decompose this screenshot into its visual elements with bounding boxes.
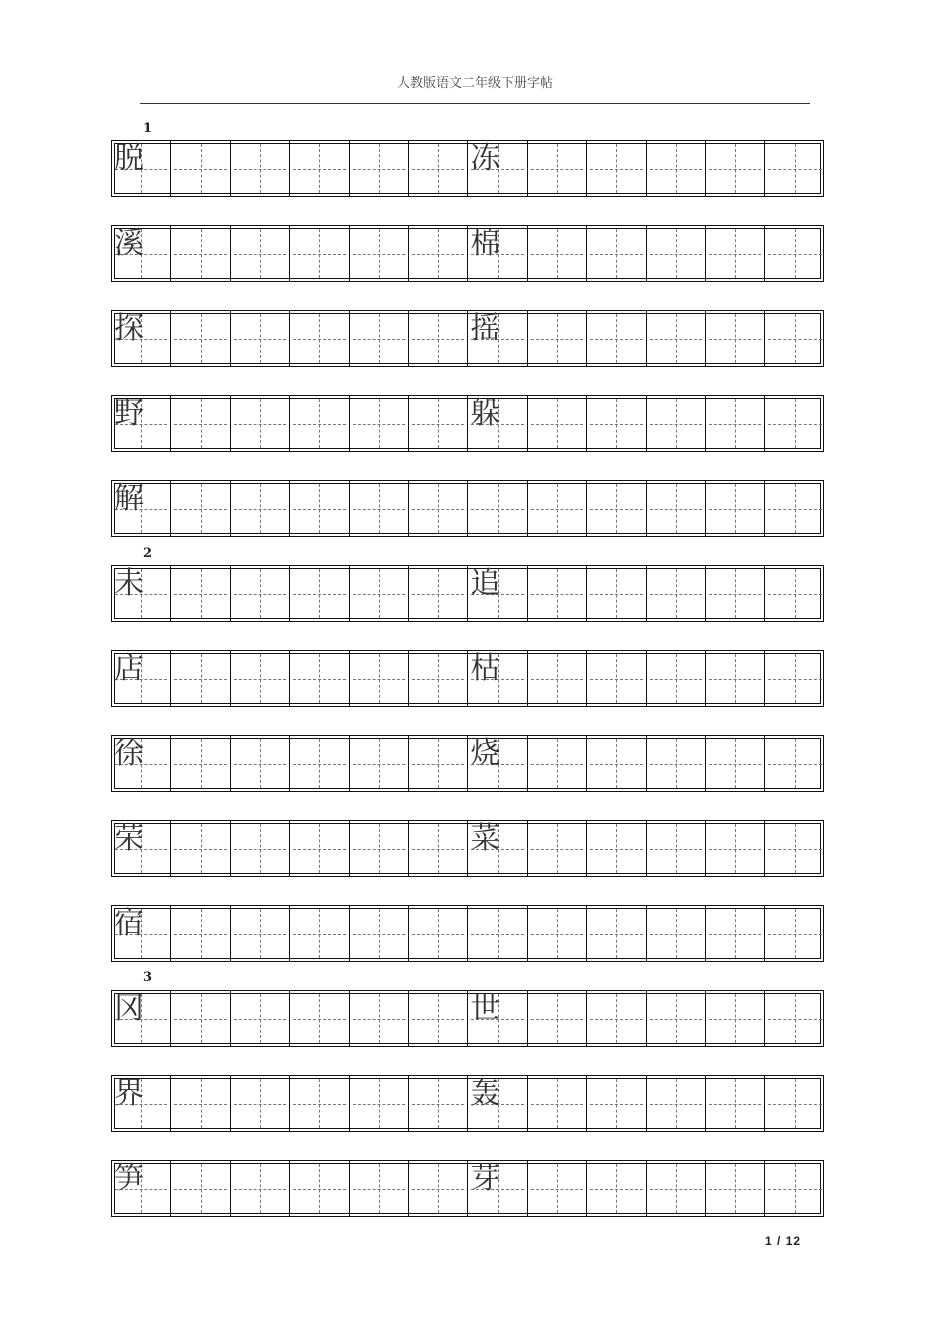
grid-cell xyxy=(350,821,409,876)
grid-cell xyxy=(528,566,587,621)
lesson-number: 3 xyxy=(143,970,153,985)
grid-cell xyxy=(765,311,824,366)
model-character-left: 脱 xyxy=(114,141,144,176)
grid-cell xyxy=(468,481,527,536)
grid-cell xyxy=(587,481,646,536)
grid-cell xyxy=(587,311,646,366)
grid-cell xyxy=(290,1161,349,1216)
grid-cell xyxy=(112,1076,171,1131)
grid-cell xyxy=(290,651,349,706)
grid-cell xyxy=(290,566,349,621)
page-total: 12 xyxy=(785,1234,802,1248)
page-number xyxy=(765,1234,801,1248)
grid-cell xyxy=(587,1076,646,1131)
grid-cell xyxy=(468,991,527,1046)
grid-cell xyxy=(468,141,527,196)
grid-cell xyxy=(528,651,587,706)
model-character-right: 冻 xyxy=(470,141,501,176)
practice-row xyxy=(111,140,824,197)
grid-cell xyxy=(587,991,646,1046)
grid-cell xyxy=(290,481,349,536)
grid-cell xyxy=(765,396,824,451)
grid-cell xyxy=(409,821,468,876)
model-character-right: 世 xyxy=(470,991,501,1026)
grid-cell xyxy=(409,481,468,536)
grid-cell xyxy=(231,1076,290,1131)
grid-cell xyxy=(528,1076,587,1131)
grid-cell xyxy=(647,226,706,281)
grid-cell xyxy=(409,736,468,791)
grid-cell xyxy=(290,736,349,791)
model-character-right: 芽 xyxy=(470,1161,501,1196)
model-character-left: 溪 xyxy=(114,226,144,261)
model-character-left: 荣 xyxy=(114,821,144,856)
grid-cell xyxy=(290,991,349,1046)
grid-cell xyxy=(231,651,290,706)
grid-cell xyxy=(468,1161,527,1216)
model-character-left: 界 xyxy=(114,1076,144,1111)
grid-cell xyxy=(587,736,646,791)
grid-cell xyxy=(350,991,409,1046)
grid-cell xyxy=(290,311,349,366)
lesson-number: 2 xyxy=(143,546,153,561)
grid-cell xyxy=(587,1161,646,1216)
model-character-right: 轰 xyxy=(470,1076,501,1111)
model-character-right: 棉 xyxy=(470,226,501,261)
header-divider xyxy=(140,103,810,104)
grid-cell xyxy=(171,226,230,281)
grid-cell xyxy=(231,991,290,1046)
grid-cell xyxy=(587,821,646,876)
grid-cell xyxy=(587,566,646,621)
grid-cell xyxy=(587,141,646,196)
grid-cell xyxy=(231,821,290,876)
grid-cell xyxy=(171,651,230,706)
grid-cell xyxy=(647,1161,706,1216)
grid-cell xyxy=(468,226,527,281)
grid-cell xyxy=(409,566,468,621)
grid-cell xyxy=(171,396,230,451)
grid-cell xyxy=(706,736,765,791)
practice-row xyxy=(111,1075,824,1132)
grid-cell xyxy=(765,821,824,876)
practice-row xyxy=(111,1160,824,1217)
grid-cell xyxy=(528,821,587,876)
grid-cell xyxy=(468,566,527,621)
grid-cell xyxy=(706,396,765,451)
grid-cell xyxy=(468,651,527,706)
grid-cell xyxy=(231,481,290,536)
grid-cell xyxy=(765,566,824,621)
grid-cell xyxy=(468,396,527,451)
model-character-right: 枯 xyxy=(470,651,501,686)
page-separator: / xyxy=(777,1234,782,1248)
grid-cell xyxy=(468,311,527,366)
grid-cell xyxy=(528,906,587,961)
grid-cell xyxy=(409,906,468,961)
grid-cell xyxy=(647,821,706,876)
grid-cell xyxy=(528,396,587,451)
grid-cell xyxy=(112,141,171,196)
grid-cell xyxy=(528,991,587,1046)
grid-cell xyxy=(409,1076,468,1131)
grid-cell xyxy=(350,651,409,706)
grid-cell xyxy=(706,311,765,366)
grid-cell xyxy=(171,1076,230,1131)
grid-cell xyxy=(171,566,230,621)
grid-cell xyxy=(468,1076,527,1131)
model-character-right: 追 xyxy=(470,566,501,601)
grid-cell xyxy=(409,396,468,451)
grid-cell xyxy=(350,566,409,621)
grid-cell xyxy=(350,906,409,961)
grid-cell xyxy=(409,226,468,281)
grid-cell xyxy=(171,906,230,961)
grid-cell xyxy=(647,991,706,1046)
grid-cell xyxy=(290,396,349,451)
grid-cell xyxy=(528,481,587,536)
grid-cell xyxy=(231,906,290,961)
model-character-right: 摇 xyxy=(470,311,501,346)
grid-cell xyxy=(587,651,646,706)
grid-cell xyxy=(112,566,171,621)
grid-cell xyxy=(290,141,349,196)
grid-cell xyxy=(290,1076,349,1131)
grid-cell xyxy=(706,566,765,621)
grid-cell xyxy=(350,311,409,366)
model-character-left: 徐 xyxy=(114,736,144,771)
grid-cell xyxy=(765,1076,824,1131)
grid-cell xyxy=(528,226,587,281)
grid-cell xyxy=(231,566,290,621)
grid-cell xyxy=(350,141,409,196)
grid-cell xyxy=(587,396,646,451)
grid-cell xyxy=(706,906,765,961)
grid-cell xyxy=(350,1161,409,1216)
grid-cell xyxy=(528,141,587,196)
grid-cell xyxy=(171,481,230,536)
grid-cell xyxy=(647,141,706,196)
practice-row xyxy=(111,480,824,537)
grid-cell xyxy=(350,736,409,791)
page-current: 1 xyxy=(765,1234,773,1248)
practice-row xyxy=(111,225,824,282)
grid-cell xyxy=(706,1076,765,1131)
grid-cell xyxy=(112,906,171,961)
model-character-right: 菜 xyxy=(470,821,501,856)
grid-cell xyxy=(350,481,409,536)
model-character-left: 探 xyxy=(114,311,144,346)
grid-cell xyxy=(231,1161,290,1216)
model-character-right: 烧 xyxy=(470,736,501,771)
grid-cell xyxy=(231,396,290,451)
lesson-number: 1 xyxy=(143,121,153,136)
grid-cell xyxy=(528,311,587,366)
grid-cell xyxy=(528,1161,587,1216)
grid-cell xyxy=(290,226,349,281)
grid-cell xyxy=(112,311,171,366)
practice-row xyxy=(111,395,824,452)
grid-cell xyxy=(765,1161,824,1216)
model-character-left: 解 xyxy=(114,481,144,516)
grid-cell xyxy=(706,481,765,536)
grid-cell xyxy=(409,991,468,1046)
practice-row xyxy=(111,905,824,962)
grid-cell xyxy=(587,226,646,281)
grid-cell xyxy=(647,566,706,621)
grid-cell xyxy=(231,226,290,281)
practice-row xyxy=(111,565,824,622)
grid-cell xyxy=(409,651,468,706)
practice-row xyxy=(111,820,824,877)
grid-cell xyxy=(112,226,171,281)
grid-cell xyxy=(171,141,230,196)
grid-cell xyxy=(468,736,527,791)
grid-cell xyxy=(765,141,824,196)
model-character-left: 宿 xyxy=(114,906,144,941)
grid-cell xyxy=(112,1161,171,1216)
model-character-right: 躲 xyxy=(470,396,501,431)
grid-cell xyxy=(647,651,706,706)
grid-cell xyxy=(765,481,824,536)
practice-row xyxy=(111,735,824,792)
grid-cell xyxy=(112,991,171,1046)
grid-cell xyxy=(647,736,706,791)
practice-row xyxy=(111,650,824,707)
grid-cell xyxy=(171,821,230,876)
grid-cell xyxy=(290,906,349,961)
model-character-left: 冈 xyxy=(114,991,144,1026)
grid-cell xyxy=(647,906,706,961)
grid-cell xyxy=(706,226,765,281)
page-header-title: 人教版语文二年级下册字帖 xyxy=(396,76,553,91)
grid-cell xyxy=(647,1076,706,1131)
grid-cell xyxy=(350,226,409,281)
grid-cell xyxy=(171,1161,230,1216)
model-character-left: 笋 xyxy=(114,1161,144,1196)
grid-cell xyxy=(350,1076,409,1131)
grid-cell xyxy=(112,651,171,706)
practice-row xyxy=(111,310,824,367)
grid-cell xyxy=(765,906,824,961)
model-character-left: 店 xyxy=(114,651,144,686)
model-character-left: 野 xyxy=(114,396,144,431)
grid-cell xyxy=(409,311,468,366)
grid-cell xyxy=(765,736,824,791)
grid-cell xyxy=(706,141,765,196)
grid-cell xyxy=(647,311,706,366)
grid-cell xyxy=(765,226,824,281)
grid-cell xyxy=(468,906,527,961)
grid-cell xyxy=(112,396,171,451)
grid-cell xyxy=(706,651,765,706)
grid-cell xyxy=(231,736,290,791)
grid-cell xyxy=(350,396,409,451)
grid-cell xyxy=(112,736,171,791)
grid-cell xyxy=(765,651,824,706)
grid-cell xyxy=(231,141,290,196)
grid-cell xyxy=(171,311,230,366)
grid-cell xyxy=(409,141,468,196)
grid-cell xyxy=(765,991,824,1046)
grid-cell xyxy=(231,311,290,366)
model-character-left: 未 xyxy=(114,566,144,601)
grid-cell xyxy=(290,821,349,876)
grid-cell xyxy=(587,906,646,961)
grid-cell xyxy=(171,736,230,791)
grid-cell xyxy=(706,991,765,1046)
grid-cell xyxy=(468,821,527,876)
practice-row xyxy=(111,990,824,1047)
grid-cell xyxy=(409,1161,468,1216)
grid-cell xyxy=(647,396,706,451)
grid-cell xyxy=(528,736,587,791)
grid-cell xyxy=(706,1161,765,1216)
grid-cell xyxy=(112,821,171,876)
grid-cell xyxy=(647,481,706,536)
grid-cell xyxy=(112,481,171,536)
grid-cell xyxy=(706,821,765,876)
grid-cell xyxy=(171,991,230,1046)
